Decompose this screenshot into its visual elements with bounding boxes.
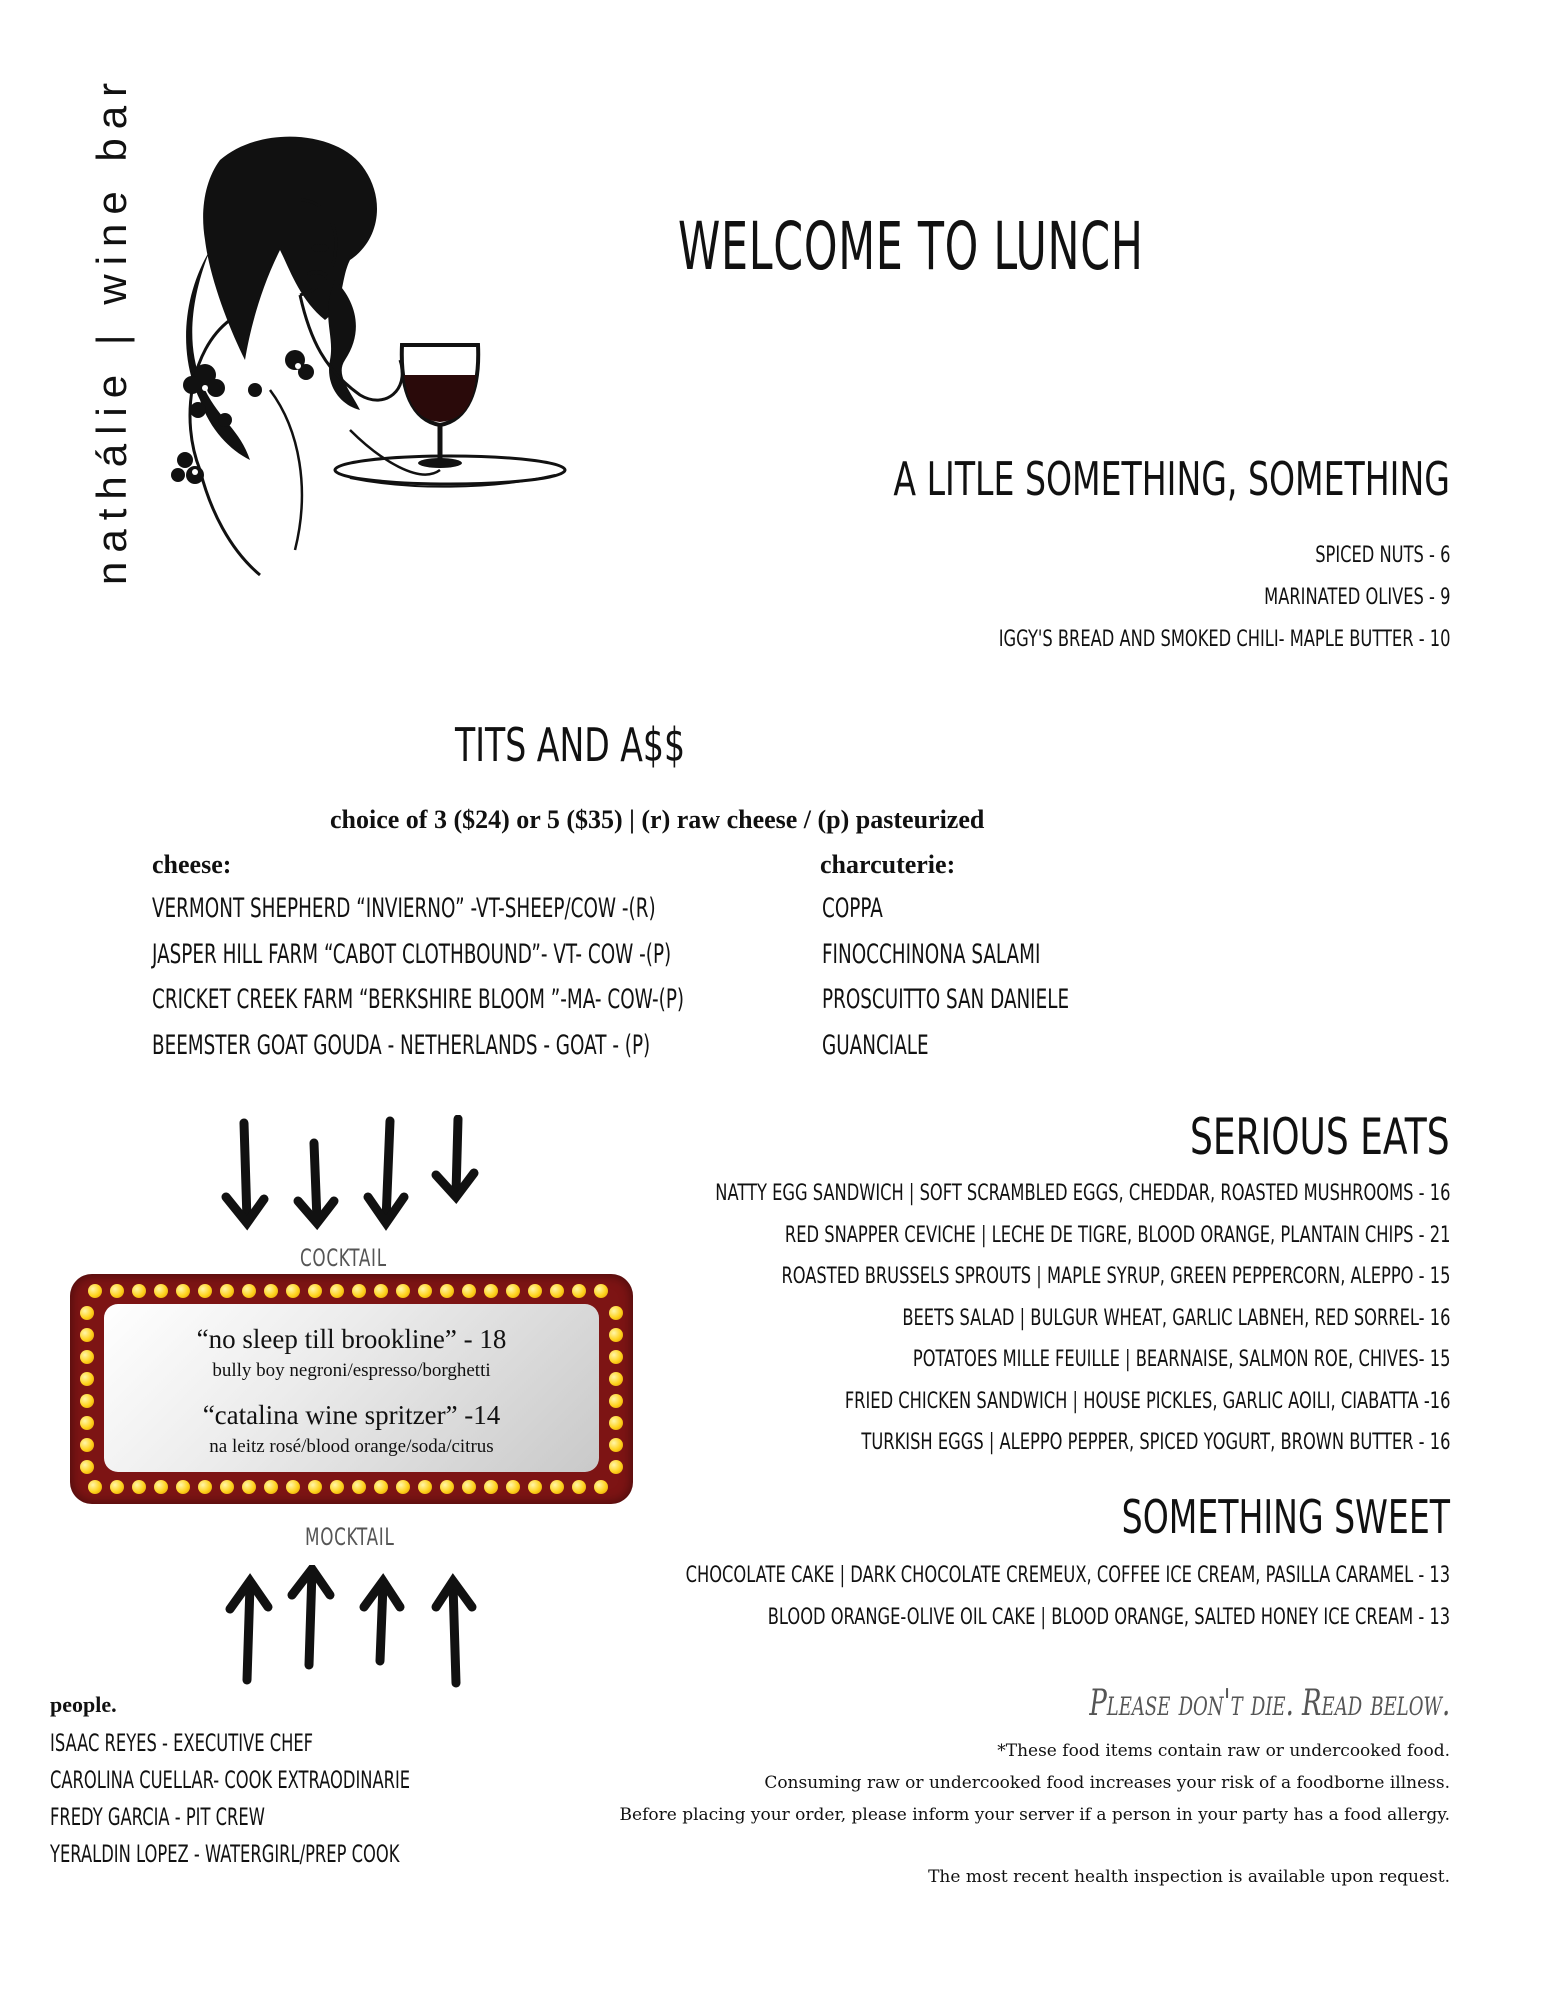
bulb xyxy=(352,1480,366,1494)
bulb xyxy=(330,1284,344,1298)
sweet-list xyxy=(417,1555,1450,1638)
list-item: CRICKET CREEK FARM “BERKSHIRE BLOOM ”-MA- COW-(P) xyxy=(152,984,685,1015)
bulb xyxy=(440,1284,454,1298)
bulb xyxy=(308,1480,322,1494)
bulb xyxy=(154,1480,168,1494)
bulb xyxy=(80,1416,94,1430)
bulb xyxy=(264,1284,278,1298)
serious-eats-heading: SERIOUS EATS xyxy=(1190,1108,1450,1166)
bulb xyxy=(80,1350,94,1364)
bulb xyxy=(330,1480,344,1494)
charcuterie-heading: charcuterie: xyxy=(820,850,956,879)
list-item: RED SNAPPER CEVICHE | LECHE DE TIGRE, BLOOD ORANGE, PLANTAIN CHIPS - 21 xyxy=(784,1222,1450,1248)
bulb xyxy=(80,1438,94,1452)
bulb xyxy=(80,1460,94,1474)
bulb xyxy=(550,1480,564,1494)
list-item: NATTY EGG SANDWICH | SOFT SCRAMBLED EGGS, CHEDDAR, ROASTED MUSHROOMS - 16 xyxy=(714,1181,1450,1206)
bulb xyxy=(308,1284,322,1298)
list-item: MARINATED OLIVES - 9 xyxy=(1263,585,1450,610)
bulb xyxy=(352,1284,366,1298)
bulb xyxy=(594,1480,608,1494)
bulb xyxy=(286,1480,300,1494)
notice-line: Consuming raw or undercooked food increases your risk of a foodborne illness. xyxy=(764,1773,1450,1793)
bulb xyxy=(484,1480,498,1494)
bulb xyxy=(418,1480,432,1494)
snacks-heading: A LITLE SOMETHING, SOMETHING xyxy=(893,452,1450,506)
bulb xyxy=(80,1372,94,1386)
list-item: FREDY GARCIA - PIT CREW xyxy=(50,1803,265,1831)
bulb xyxy=(132,1284,146,1298)
charcuterie-list xyxy=(822,886,1185,1068)
arrow-down-icon xyxy=(220,1115,480,1235)
bulb xyxy=(80,1394,94,1408)
bulb xyxy=(286,1284,300,1298)
bulb xyxy=(154,1284,168,1298)
cocktail-label: COCKTAIL xyxy=(300,1244,387,1272)
bulb xyxy=(88,1480,102,1494)
notice-line: *These food items contain raw or undercooked food. xyxy=(997,1741,1450,1761)
mocktail-label: MOCKTAIL xyxy=(305,1523,395,1551)
bulb xyxy=(528,1480,542,1494)
bulb xyxy=(220,1480,234,1494)
notice-line: Before placing your order, please inform your server if a person in your party has a food allergy. xyxy=(619,1805,1450,1825)
list-item: TURKISH EGGS | ALEPPO PEPPER, SPICED YOGURT, BROWN BUTTER - 16 xyxy=(860,1430,1450,1455)
list-item: SPICED NUTS - 6 xyxy=(1314,543,1450,568)
woman-with-wine-glass-illustration xyxy=(150,130,570,620)
mocktail-description: na leitz rosé/blood orange/soda/citrus xyxy=(209,1436,494,1457)
bulb xyxy=(264,1480,278,1494)
snacks-list xyxy=(840,535,1450,661)
food-safety-notice xyxy=(620,1735,1450,1893)
board-heading: TITS AND A$$ xyxy=(455,718,686,772)
list-item: JASPER HILL FARM “CABOT CLOTHBOUND”- VT- COW -(P) xyxy=(152,938,672,970)
bulb xyxy=(242,1284,256,1298)
bulb xyxy=(396,1480,410,1494)
list-item: BLOOD ORANGE-OLIVE OIL CAKE | BLOOD ORANGE, SALTED HONEY ICE CREAM - 13 xyxy=(767,1604,1450,1630)
list-item: VERMONT SHEPHERD “INVIERNO” -VT-SHEEP/COW -(R) xyxy=(152,893,656,924)
serious-eats-list xyxy=(457,1173,1450,1464)
notice-heading: Please don't die. Read below. xyxy=(1089,1683,1450,1724)
cheese-heading: cheese: xyxy=(152,850,232,879)
list-item: IGGY'S BREAD AND SMOKED CHILI- MAPLE BUTTER - 10 xyxy=(998,627,1450,652)
bulb xyxy=(374,1284,388,1298)
cocktail-description: bully boy negroni/espresso/borghetti xyxy=(212,1360,491,1381)
bulb xyxy=(80,1306,94,1320)
bulb xyxy=(110,1284,124,1298)
people-heading: people. xyxy=(50,1692,117,1717)
list-item: CHOCOLATE CAKE | DARK CHOCOLATE CREMEUX, COFFEE ICE CREAM, PASILLA CARAMEL - 13 xyxy=(685,1563,1450,1588)
bulb xyxy=(88,1284,102,1298)
list-item: POTATOES MILLE FEUILLE | BEARNAISE, SALMON ROE, CHIVES- 15 xyxy=(912,1347,1450,1372)
list-item: ROASTED BRUSSELS SPROUTS | MAPLE SYRUP, GREEN PEPPERCORN, ALEPPO - 15 xyxy=(781,1264,1450,1289)
list-item: PROSCUITTO SAN DANIELE xyxy=(822,984,1070,1015)
cocktail-name: “no sleep till brookline” - 18 xyxy=(196,1324,507,1354)
page-title: WELCOME TO LUNCH xyxy=(678,208,1144,285)
bulb xyxy=(176,1480,190,1494)
bulb xyxy=(374,1480,388,1494)
bulb xyxy=(418,1284,432,1298)
list-item: FRIED CHICKEN SANDWICH | HOUSE PICKLES, GARLIC AOILI, CIABATTA -16 xyxy=(844,1388,1450,1414)
bulb xyxy=(198,1480,212,1494)
bulb xyxy=(440,1480,454,1494)
list-item: BEEMSTER GOAT GOUDA - NETHERLANDS - GOAT - (P) xyxy=(152,1029,651,1061)
list-item: FINOCCHINONA SALAMI xyxy=(822,938,1041,970)
bulb xyxy=(132,1480,146,1494)
list-item: YERALDIN LOPEZ - WATERGIRL/PREP COOK xyxy=(50,1840,400,1868)
people-list xyxy=(50,1725,580,1873)
board-choice-note: choice of 3 ($24) or 5 ($35) | (r) raw cheese / (p) pasteurized xyxy=(330,805,985,834)
list-item: ISAAC REYES - EXECUTIVE CHEF xyxy=(50,1729,314,1757)
bulb xyxy=(242,1480,256,1494)
bulb xyxy=(506,1480,520,1494)
sweet-heading: SOMETHING SWEET xyxy=(1121,1490,1450,1544)
cheese-list xyxy=(152,886,934,1068)
bulb xyxy=(80,1328,94,1342)
mocktail-name: “catalina wine spritzer” -14 xyxy=(202,1400,501,1430)
bulb xyxy=(396,1284,410,1298)
bulb xyxy=(572,1480,586,1494)
list-item: BEETS SALAD | BULGUR WHEAT, GARLIC LABNEH, RED SORREL- 16 xyxy=(901,1305,1450,1331)
bulb xyxy=(110,1480,124,1494)
bulb xyxy=(220,1284,234,1298)
inspection-note: The most recent health inspection is available upon request. xyxy=(928,1867,1450,1887)
list-item: GUANCIALE xyxy=(822,1029,929,1061)
bulb xyxy=(462,1480,476,1494)
bulb xyxy=(198,1284,212,1298)
list-item: COPPA xyxy=(822,893,883,924)
bulb xyxy=(176,1284,190,1298)
list-item: CAROLINA CUELLAR- COOK EXTRAODINARIE xyxy=(50,1766,411,1794)
brand-wordmark: nathálie | wine bar xyxy=(88,73,135,585)
